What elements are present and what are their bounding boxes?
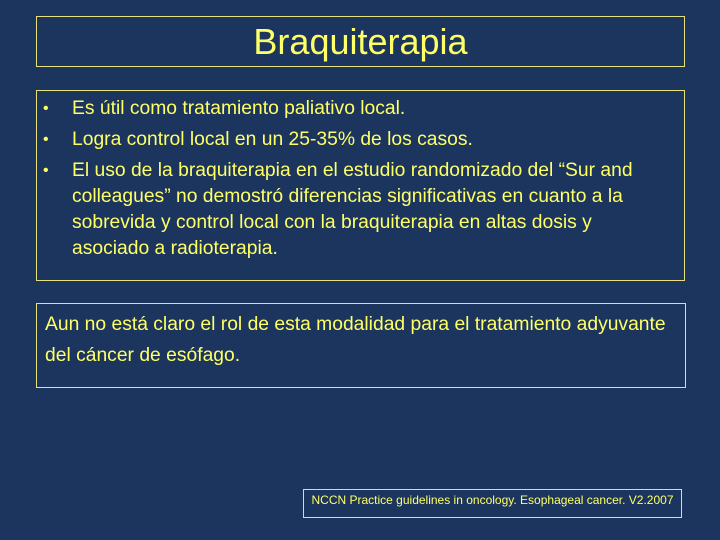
bullet-item — [43, 127, 672, 153]
note-box — [36, 303, 686, 388]
bullet-list — [43, 96, 672, 262]
bullet-text: Logra control local en un 25-35% de los casos. — [72, 129, 473, 150]
note-text: Aun no está claro el rol de esta modalidad para el tratamiento adyuvante del cáncer de esófago. — [45, 314, 666, 366]
bullet-text: El uso de la braquiterapia en el estudio randomizado del “Sur and colleagues” no demostró diferencias significativas en cuanto a la sobrevida y control local con la braquiterapia en altas dosis y asociado a radioterapia. — [72, 160, 633, 259]
bullet-icon: • — [43, 131, 49, 148]
bullet-item — [43, 96, 672, 122]
bullet-list-box — [36, 90, 685, 281]
bullet-text: Es útil como tratamiento paliativo local. — [72, 98, 406, 119]
title-box — [36, 16, 685, 67]
citation-box — [303, 489, 682, 518]
citation-text: NCCN Practice guidelines in oncology. Esophageal cancer. V2.2007 — [311, 493, 674, 507]
bullet-icon: • — [43, 100, 49, 117]
slide-title: Braquiterapia — [253, 21, 468, 62]
bullet-icon: • — [43, 162, 49, 179]
bullet-item — [43, 158, 672, 262]
